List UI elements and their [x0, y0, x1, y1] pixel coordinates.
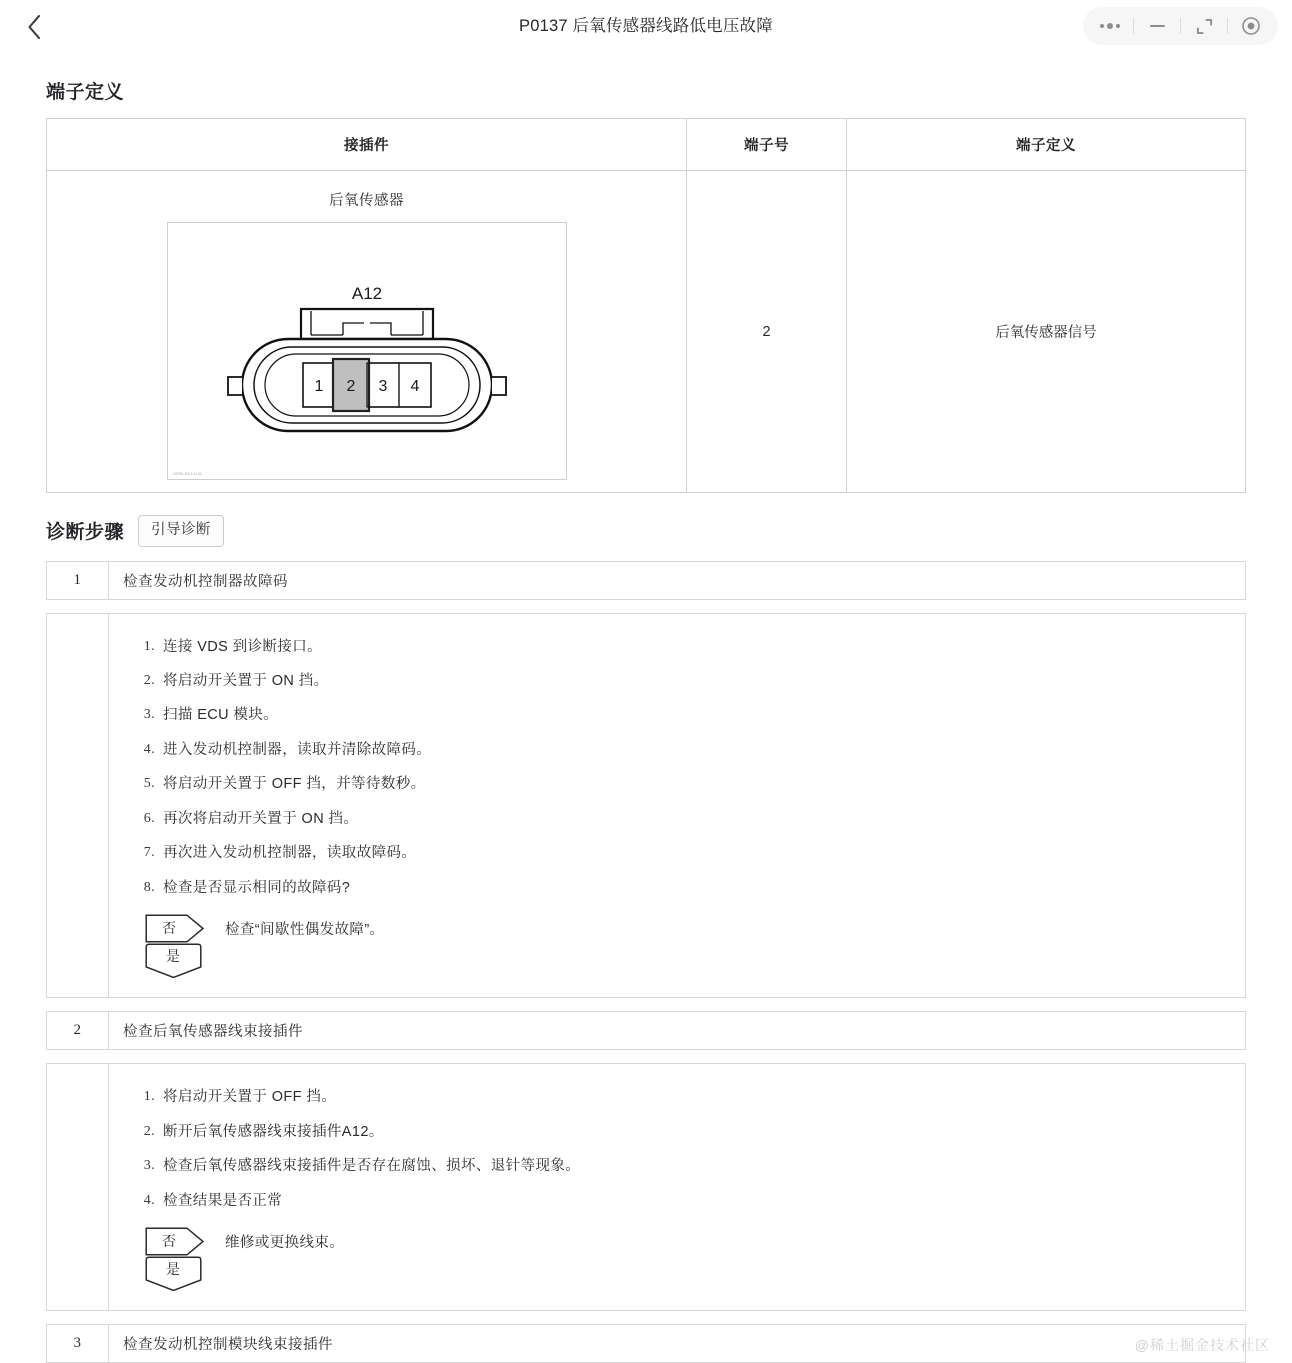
branch-row-yes — [145, 1256, 1231, 1292]
branch-tag-yes — [145, 1256, 207, 1285]
step-content — [109, 1064, 1246, 1311]
branch-no-label: 否 — [145, 1227, 193, 1256]
connector-cell — [47, 171, 687, 493]
step-number: 2 — [47, 1012, 109, 1050]
step-item-list — [121, 630, 1231, 906]
step-content — [109, 613, 1246, 998]
step-branch — [145, 913, 1231, 979]
terminal-definition-heading: 端子定义 — [46, 77, 1246, 104]
site-watermark: @稀土掘金技术社区 — [1135, 1335, 1270, 1355]
diagram-watermark: JJRPA-RAJ-0136 — [173, 472, 202, 476]
pin-label-2: 2 — [346, 378, 355, 395]
pin-label-3: 3 — [378, 378, 387, 395]
column-header-connector: 接插件 — [47, 119, 687, 171]
step-number: 3 — [47, 1325, 109, 1363]
connector-diagram — [167, 222, 567, 480]
connector-drawing — [168, 223, 566, 479]
diagnostic-steps-heading: 诊断步骤 — [46, 517, 124, 544]
step-item: 扫描 ECU 模块。 — [163, 698, 1231, 732]
close-button[interactable] — [1228, 7, 1274, 45]
step-item: 将启动开关置于 OFF 挡，并等待数秒。 — [163, 767, 1231, 801]
step-item: 将启动开关置于 OFF 挡。 — [163, 1080, 1231, 1114]
branch-yes-label: 是 — [145, 943, 201, 969]
diagnostic-steps-header — [46, 515, 1246, 547]
terminal-number-cell: 2 — [687, 171, 847, 493]
guided-diagnosis-button[interactable]: 引导诊断 — [138, 515, 224, 547]
chevron-left-icon — [27, 14, 42, 40]
step-header-row — [46, 1324, 1246, 1363]
step-header-row — [46, 561, 1246, 600]
diagnostic-steps-list — [46, 561, 1246, 1363]
step-title: 检查发动机控制器故障码 — [109, 561, 1246, 599]
branch-row-yes — [145, 943, 1231, 979]
branch-row-no — [145, 1226, 1231, 1256]
branch-tag-yes — [145, 943, 207, 972]
step-item: 检查后氧传感器线束接插件是否存在腐蚀、损坏、退针等现象。 — [163, 1149, 1231, 1183]
circle-dot-icon — [1241, 16, 1261, 36]
window-controls — [1083, 7, 1278, 45]
page-title: P0137 后氧传感器线路低电压故障 — [0, 0, 1292, 53]
branch-tag-no — [145, 914, 207, 943]
branch-row-no — [145, 913, 1231, 943]
title-bar — [0, 0, 1292, 53]
step-body — [46, 613, 1246, 999]
step-item: 进入发动机控制器，读取并清除故障码。 — [163, 733, 1231, 767]
step-title: 检查发动机控制模块线束接插件 — [109, 1325, 1246, 1363]
step-number: 1 — [47, 561, 109, 599]
step-item: 检查是否显示相同的故障码? — [163, 871, 1231, 905]
more-dots-icon — [1100, 23, 1120, 29]
branch-no-text: 维修或更换线束。 — [225, 1231, 344, 1252]
step-gutter — [47, 1064, 109, 1311]
connector-name: 后氧传感器 — [47, 189, 686, 210]
pin-label-1: 1 — [314, 378, 323, 395]
step-header-row — [46, 1011, 1246, 1050]
step-item: 再次将启动开关置于 ON 挡。 — [163, 802, 1231, 836]
table-row — [47, 171, 1246, 493]
step-item: 检查结果是否正常 — [163, 1184, 1231, 1218]
terminal-definition-cell: 后氧传感器信号 — [847, 171, 1246, 493]
column-header-terminal-no: 端子号 — [687, 119, 847, 171]
minimize-button[interactable] — [1134, 7, 1180, 45]
maximize-button[interactable] — [1181, 7, 1227, 45]
branch-yes-label: 是 — [145, 1256, 201, 1282]
minus-icon — [1150, 25, 1165, 28]
more-options-button[interactable] — [1087, 7, 1133, 45]
step-item: 连接 VDS 到诊断接口。 — [163, 630, 1231, 664]
branch-tag-no — [145, 1227, 207, 1256]
step-item-list — [121, 1080, 1231, 1218]
step-branch — [145, 1226, 1231, 1292]
connector-code-label: A12 — [351, 284, 381, 303]
terminal-definition-table — [46, 118, 1246, 493]
column-header-terminal-def: 端子定义 — [847, 119, 1246, 171]
back-button[interactable] — [16, 10, 52, 44]
step-gutter — [47, 613, 109, 998]
step-body — [46, 1063, 1246, 1311]
pin-label-4: 4 — [410, 378, 419, 395]
step-item: 断开后氧传感器线束接插件A12。 — [163, 1115, 1231, 1149]
step-item: 再次进入发动机控制器，读取故障码。 — [163, 836, 1231, 870]
page-content — [0, 77, 1292, 1363]
step-title: 检查后氧传感器线束接插件 — [109, 1012, 1246, 1050]
expand-icon — [1196, 18, 1213, 35]
branch-no-text: 检查“间歇性偶发故障”。 — [225, 918, 384, 939]
step-item: 将启动开关置于 ON 挡。 — [163, 664, 1231, 698]
branch-no-label: 否 — [145, 914, 193, 943]
table-header-row — [47, 119, 1246, 171]
